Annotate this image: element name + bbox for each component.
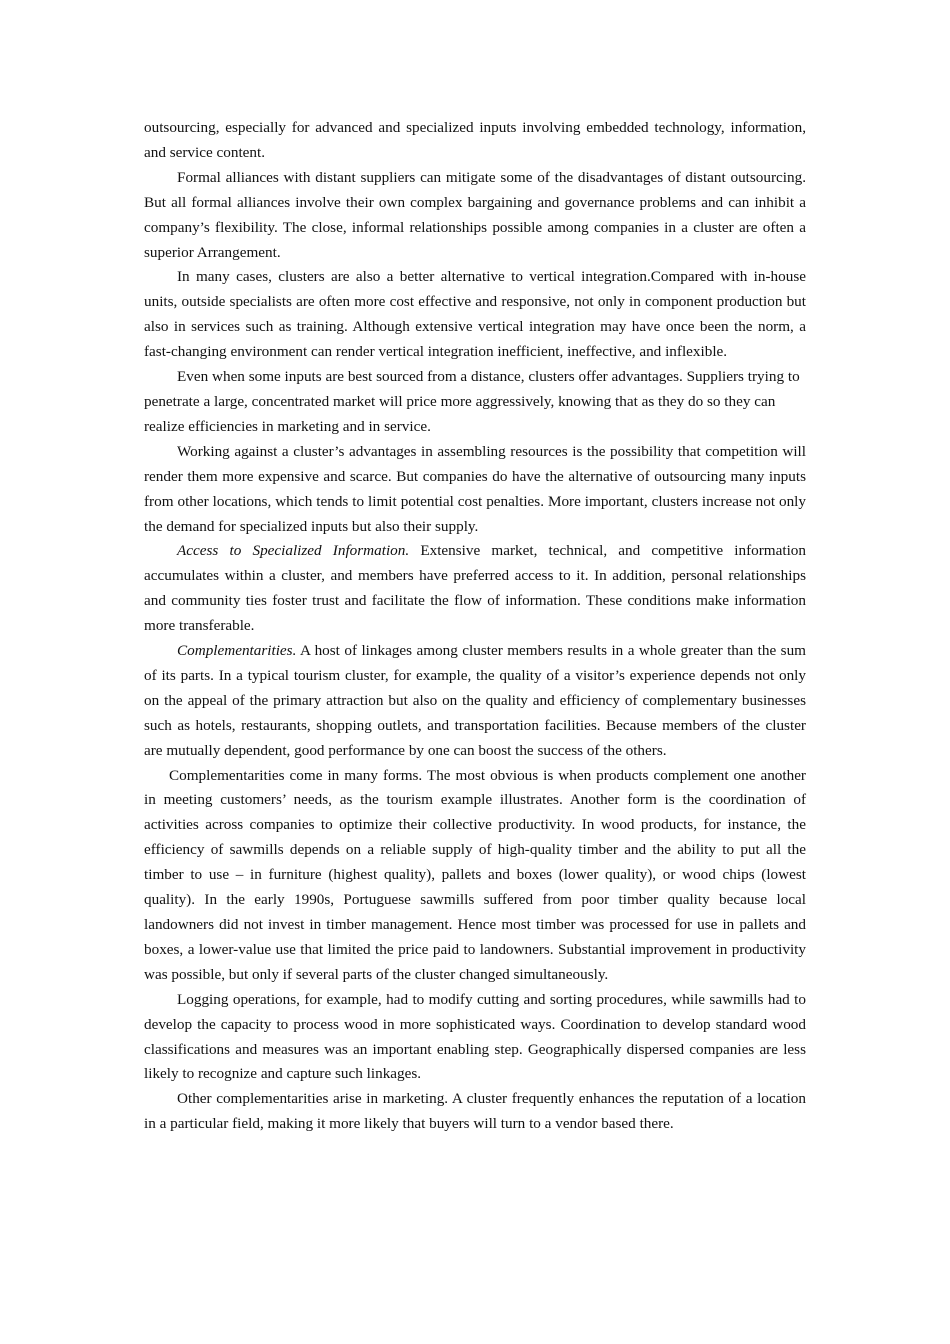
paragraph-10: Other complementarities arise in marketing. A cluster frequently enhances the reputation of a location in a particular field, making it more likely that buyers will turn to a vendor based there.	[144, 1090, 806, 1133]
paragraph-2: Formal alliances with distant suppliers can mitigate some of the disadvantages of distant outsourcing. But all formal alliances involve their own complex bargaining and governance problems and can inhibit a company’s flexibility. The close, informal relationships possible among companies in a cluster are often a superior Arrangement.	[144, 168, 806, 261]
paragraph-6	[144, 539, 806, 639]
document-page	[144, 116, 806, 1137]
paragraph-1: outsourcing, especially for advanced and specialized inputs involving embedded technology, information, and service content.	[144, 119, 806, 161]
paragraph-8: Complementarities come in many forms. The most obvious is when products complement one another in meeting customers’ needs, as the tourism example illustrates. Another form is the coordination of activities across companies to optimize their collective productivity. In wood products, for instance, the efficiency of sawmills depends on a reliable supply of high-quality timber and the ability to put all the timber to use – in furniture (highest quality), pallets and boxes (lower quality), or wood chips (lowest quality). In the early 1990s, Portuguese sawmills suffered from poor timber quality because local landowners did not invest in timber management. Hence most timber was processed for use in pallets and boxes, a lower-value use that limited the price paid to landowners. Substantial improvement in productivity was possible, but only if several parts of the cluster changed simultaneously.	[144, 766, 806, 983]
paragraph-4: Even when some inputs are best sourced from a distance, clusters offer advantages. Suppliers trying to penetrate a large, concentrated market will price more aggressively, knowing that as they do so they can realize efficiencies in marketing and in service.	[144, 368, 800, 435]
paragraph-9: Logging operations, for example, had to modify cutting and sorting procedures, while sawmills had to develop the capacity to process wood in more sophisticated ways. Coordination to develop standard wood classifications and measures was an important enabling step. Geographically dispersed companies are less likely to recognize and capture such linkages.	[144, 990, 806, 1083]
paragraph-3: In many cases, clusters are also a better alternative to vertical integration.Compared with in-house units, outside specialists are often more cost effective and responsive, not only in component production but also in services such as training. Although extensive vertical integration may have once been the norm, a fast-changing environment can render vertical integration inefficient, ineffective, and inflexible.	[144, 268, 806, 361]
paragraph-5: Working against a cluster’s advantages in assembling resources is the possibility that competition will render them more expensive and scarce. But companies do have the alternative of outsourcing many inputs from other locations, which tends to limit potential cost penalties. More important, clusters increase not only the demand for specialized inputs but also their supply.	[144, 442, 806, 535]
section-heading-specialized-information: Access to Specialized Information.	[177, 542, 410, 560]
paragraph-7	[144, 639, 806, 764]
section-heading-complementarities: Complementarities.	[177, 642, 297, 660]
paragraph-7-body: A host of linkages among cluster members results in a whole greater than the sum of its parts. In a typical tourism cluster, for example, the quality of a visitor’s experience depends not only on the appeal of the primary attraction but also on the quality and efficiency of complementary businesses such as hotels, restaurants, shopping outlets, and transportation facilities. Because members of the cluster are mutually dependent, good performance by one can boost the success of the others.	[144, 642, 806, 759]
paragraph-6-body: Extensive market, technical, and competitive information accumulates within a cluster, and members have preferred access to it. In addition, personal relationships and community ties foster trust and facilitate the flow of information. These conditions make information more transferable.	[144, 542, 806, 635]
